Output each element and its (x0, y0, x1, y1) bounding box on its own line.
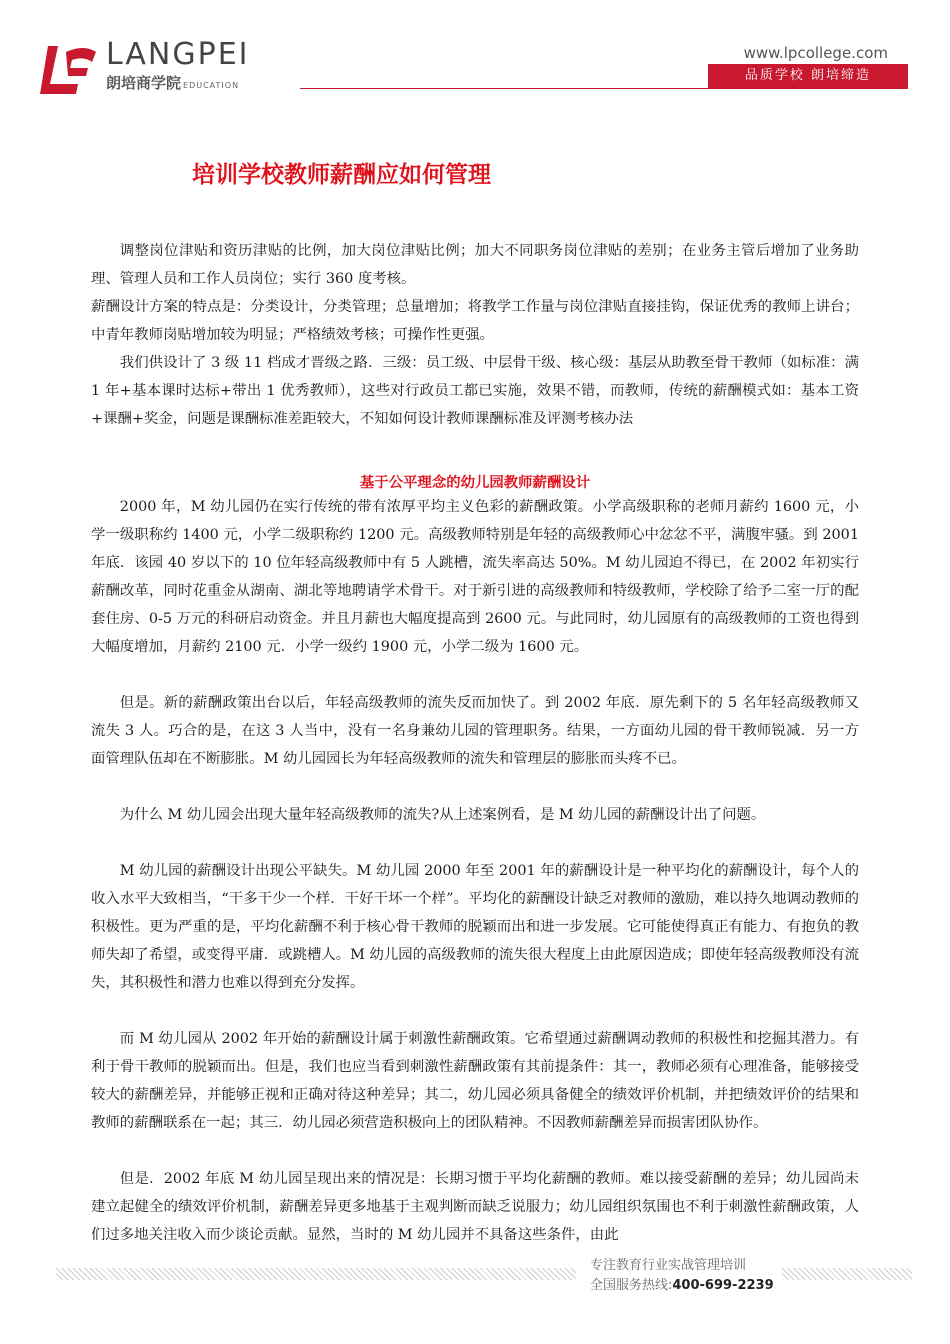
spacer (91, 997, 859, 1025)
intro-paragraph: 薪酬设计方案的特点是：分类设计，分类管理；总量增加；将教学工作量与岗位津贴直接挂钩，保证优秀的教师上讲台；中青年教师岗贴增加较为明显；严格绩效考核；可操作性更强。 (91, 299, 859, 343)
spacer (91, 829, 859, 857)
website-url[interactable]: www.lpcollege.com (743, 44, 888, 62)
document-title: 培训学校教师薪酬应如何管理 (192, 162, 491, 188)
body-paragraph: 但是。新的薪酬政策出台以后，年轻高级教师的流失反而加快了。到 2002 年底．原先剩下的 5 名年轻高级教师又流失 3 人。巧合的是，在这 3 人当中，没有一名身兼幼儿园的管理职务。结果，一方面幼儿园的骨干教师锐减．另一方面管理队伍却在不断膨胀。M 幼儿园园长为年轻高级教师的流失和管理层的膨胀而头疼不已。 (91, 695, 859, 767)
footer-decoration (56, 1268, 576, 1280)
intro-paragraph: 调整岗位津贴和资历津贴的比例，加大岗位津贴比例；加大不同职务岗位津贴的差别；在业务主管后增加了业务助理、管理人员和工作人员岗位；实行 360 度考核。 (91, 243, 859, 287)
body-paragraph: 而 M 幼儿园从 2002 年开始的薪酬设计属于刺激性薪酬政策。它希望通过薪酬调动教师的积极性和挖掘其潜力。有利于骨干教师的脱颖而出。但是，我们也应当看到刺激性薪酬政策有其前提条件：其一，教师必须有心理准备，能够接受较大的薪酬差异，并能够正视和正确对待这种差异；其二，幼儿园必须具备健全的绩效评价机制，并把绩效评价的结果和教师的薪酬联系在一起；其三．幼儿园必须营造积极向上的团队精神。不因教师薪酬差异而损害团队协作。 (91, 1031, 859, 1131)
logo-education: EDUCATION (183, 81, 240, 90)
spacer (91, 773, 859, 801)
hotline-label: 全国服务热线: (590, 1278, 673, 1293)
page-header (0, 0, 950, 110)
logo-chinese-name: 朗培商学院 (106, 74, 182, 92)
logo-text: LANGPEI (106, 37, 250, 72)
spacer (91, 1137, 859, 1165)
document-body (91, 237, 859, 1249)
section-title: 基于公平理念的幼儿园教师薪酬设计 (359, 474, 591, 491)
footer-tagline: 专注教育行业实战管理培训 (590, 1258, 747, 1273)
body-paragraph: 但是．2002 年底 M 幼儿园呈现出来的情况是：长期习惯于平均化薪酬的教师。难以接受薪酬的差异；幼儿园尚未建立起健全的绩效评价机制，薪酬差异更多地基于主观判断而缺乏说服力；幼儿园组织氛围也不利于刺激性薪酬政策，人们过多地关注收入而少谈论贡献。显然，当时的 M 幼儿园并不具备这些条件，由此 (91, 1171, 859, 1243)
logo-subtitle (106, 72, 239, 93)
body-paragraph: M 幼儿园的薪酬设计出现公平缺失。M 幼儿园 2000 年至 2001 年的薪酬设计是一种平均化的薪酬设计，每个人的收入水平大致相当，“干多干少一个样．干好干坏一个样”。平均化的薪酬设计缺乏对教师的激励，难以持久地调动教师的积极性。更为严重的是，平均化薪酬不利于核心骨干教师的脱颖而出和进一步发展。它可能使得真正有能力、有抱负的教师失却了希望，或变得平庸．或跳槽人。M 幼儿园的高级教师的流失很大程度上由此原因造成；即使年轻高级教师没有流失，其积极性和潜力也难以得到充分发挥。 (91, 863, 859, 991)
spacer (91, 661, 859, 689)
footer-decoration (782, 1268, 912, 1280)
page-footer (590, 1256, 774, 1296)
body-paragraph: 为什么 M 幼儿园会出现大量年轻高级教师的流失?从上述案例看，是 M 幼儿园的薪酬设计出了问题。 (119, 807, 766, 823)
hotline-number: 400-699-2239 (672, 1278, 774, 1293)
footer-hotline (590, 1276, 774, 1296)
header-divider (300, 88, 908, 89)
intro-paragraph: 我们供设计了 3 级 11 档成才晋级之路．三级：员工级、中层骨干级、核心级：基层从助教至骨干教师（如标准：满 1 年+基本课时达标+带出 1 优秀教师），这些对行政员工都已实施，效果不错，而教师，传统的薪酬模式如：基本工资+课酬+奖金，问题是课酬标准差距较大，不知如何设计教师课酬标准及评测考核办法 (91, 355, 859, 427)
spacer (91, 433, 859, 461)
body-paragraph: 2000 年，M 幼儿园仍在实行传统的带有浓厚平均主义色彩的薪酬政策。小学高级职称的老师月薪约 1600 元，小学一级职称约 1400 元，小学二级职称约 1200 元。高级教师特别是年轻的高级教师心中忿忿不平，满腹牢骚。到 2001 年底．该园 40 岁以下的 10 位年轻高级教师中有 5 人跳槽，流失率高达 50%。M 幼儿园迫不得已，在 2002 年初实行薪酬改革，同时花重金从湖南、湖北等地聘请学术骨干。对于新引进的高级教师和特级教师，学校除了给予二室一厅的配套住房、0-5 万元的科研启动资金。并且月薪也大幅度提高到 2600 元。与此同时，幼儿园原有的高级教师的工资也得到大幅度增加，月薪约 2100 元．小学一级约 1900 元，小学二级为 1600 元。 (91, 499, 859, 655)
langpei-logo-icon (38, 40, 102, 100)
slogan-banner: 品质学校 朗培缔造 (708, 64, 908, 88)
